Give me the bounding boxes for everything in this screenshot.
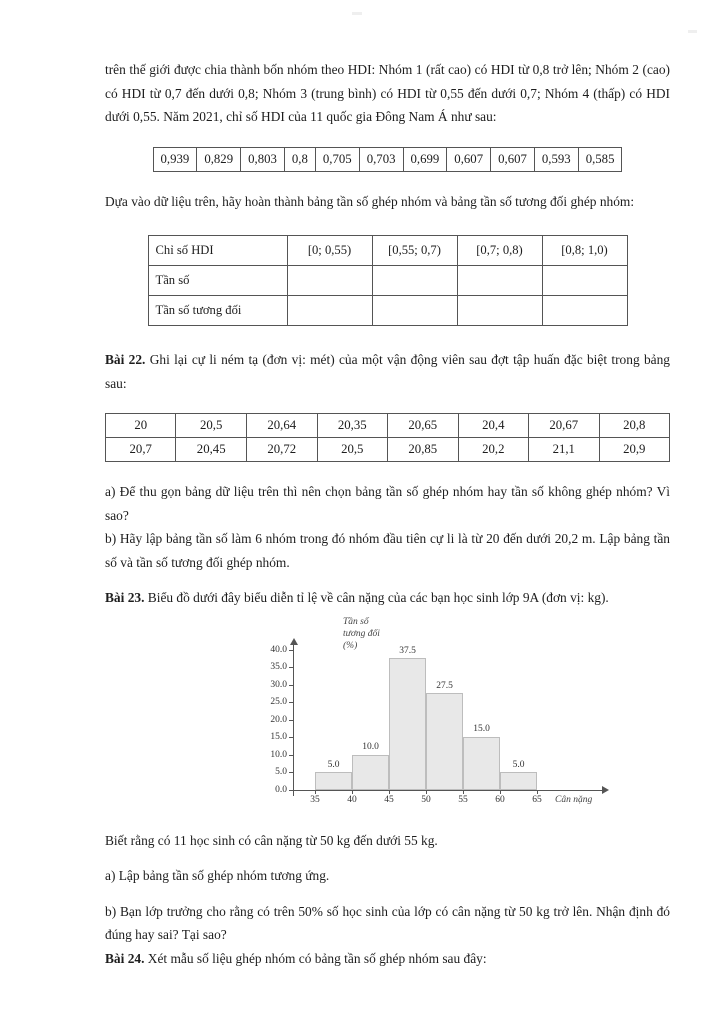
x-tick-label: 65	[532, 794, 542, 805]
paragraph-bai22-a: a) Để thu gọn bảng dữ liệu trên thì nên chọn bảng tần số ghép nhóm hay tần số không ghép nhóm? Vì sao?	[105, 484, 670, 523]
bar-value-label: 5.0	[327, 759, 340, 770]
relative-frequency-cell	[542, 296, 627, 326]
x-tick-label: 35	[310, 794, 320, 805]
y-caption-line-2: tương đối	[343, 628, 380, 639]
paragraph-bai22	[105, 348, 670, 395]
x-tick-label: 50	[421, 794, 431, 805]
paragraph-bai23-b: b) Bạn lớp trưởng cho rằng có trên 50% số học sinh của lớp có cân nặng từ 50 kg trở lên. Nhận định đó đúng hay sai? Tại sao?	[105, 903, 670, 942]
y-tick-label: 25.0	[270, 697, 287, 707]
hdi-value-cell: 0,607	[491, 147, 535, 171]
throw-cell: 20,4	[458, 414, 528, 438]
throw-cell: 20,65	[388, 414, 459, 438]
y-caption-line-1: Tần số	[343, 616, 369, 627]
scan-artifact-top-right	[688, 30, 697, 33]
paragraph-bai23-a: a) Lập bảng tần số ghép nhóm tương ứng.	[105, 868, 330, 883]
y-tick-label: 5.0	[275, 767, 287, 777]
throw-cell: 20,64	[246, 414, 317, 438]
hdi-value-cell: 0,703	[359, 147, 403, 171]
hdi-values-table	[153, 147, 623, 172]
bar-value-label: 37.5	[399, 645, 416, 656]
paragraph-bai23	[105, 586, 670, 610]
relative-frequency-cell	[372, 296, 457, 326]
chart-x-axis-title: Cân nặng	[555, 794, 593, 805]
hdi-frequency-table	[148, 235, 628, 326]
exercise-text-22: Ghi lại cự li ném tạ (đơn vị: mét) của một vận động viên sau đợt tập huấn đặc biệt trong bảng sau:	[105, 352, 670, 391]
table-row	[148, 266, 627, 296]
column-header-bin-2: [0,55; 0,7)	[372, 236, 457, 266]
hdi-value-cell: 0,8	[284, 147, 315, 171]
bar-value-label: 27.5	[436, 680, 453, 691]
throw-cell: 20	[106, 414, 176, 438]
exercise-label-23: Bài 23.	[105, 590, 145, 605]
bar-55-60	[463, 737, 500, 790]
paragraph-bai24	[105, 947, 670, 971]
bar-60-65	[500, 772, 537, 790]
x-tick-mark	[389, 790, 390, 794]
throw-cell: 20,85	[388, 438, 459, 462]
y-tick-label: 30.0	[270, 679, 287, 690]
hdi-values-table-wrapper	[105, 147, 670, 172]
column-header-hdi: Chỉ số HDI	[148, 236, 287, 266]
y-tick-mark	[289, 790, 293, 791]
y-tick-label: 15.0	[270, 732, 287, 742]
bar-35-40	[315, 772, 352, 790]
chart-y-axis-caption	[343, 616, 380, 652]
hdi-value-cell: 0,705	[315, 147, 359, 171]
row-label-relative-frequency: Tần số tương đối	[148, 296, 287, 326]
x-tick-mark	[463, 790, 464, 794]
x-tick-label: 40	[347, 794, 357, 805]
bar-40-45	[352, 755, 389, 790]
hdi-value-cell: 0,939	[153, 147, 197, 171]
x-tick-label: 45	[384, 794, 394, 805]
paragraph-intro: trên thế giới được chia thành bốn nhóm theo HDI: Nhóm 1 (rất cao) có HDI từ 0,8 trở lên; Nhóm 2 (cao) có HDI từ 0,7 đến dưới 0,8; Nhóm 3 (trung bình) có HDI từ 0,55 đến dưới 0,7; Nhóm 4 (thấp) có HDI dưới 0,55. Năm 2021, chỉ số HDI của 11 quốc gia Đông Nam Á như sau:	[105, 62, 670, 124]
relative-frequency-cell	[457, 296, 542, 326]
x-tick-mark	[500, 790, 501, 794]
y-tick-label: 40.0	[270, 644, 287, 655]
table-row	[148, 296, 627, 326]
hdi-value-cell: 0,829	[197, 147, 241, 171]
frequency-cell	[542, 266, 627, 296]
x-tick-label: 60	[495, 794, 505, 805]
throw-cell: 20,7	[106, 438, 176, 462]
exercise-label-24: Bài 24.	[105, 950, 145, 966]
hdi-value-cell: 0,803	[241, 147, 285, 171]
exercise-text-23: Biểu đồ dưới đây biểu diễn tỉ lệ về cân nặng của các bạn học sinh lớp 9A (đơn vị: kg).	[147, 590, 609, 605]
hdi-value-cell: 0,593	[534, 147, 578, 171]
table-row	[106, 414, 670, 438]
frequency-cell	[287, 266, 372, 296]
paragraph-after-chart: Biết rằng có 11 học sinh có cân nặng từ 50 kg đến dưới 55 kg.	[105, 832, 438, 848]
exercise-text-24: Xét mẫu số liệu ghép nhóm có bảng tần số ghép nhóm sau đây:	[147, 950, 487, 966]
x-tick-mark	[537, 790, 538, 794]
x-axis-line	[293, 790, 603, 791]
table-header-row	[148, 236, 627, 266]
y-tick-label: 20.0	[270, 714, 287, 725]
throw-cell: 20,5	[317, 438, 388, 462]
table-row	[153, 147, 622, 171]
y-tick-label: 0.0	[275, 784, 287, 795]
bar-value-label: 15.0	[473, 724, 490, 734]
x-tick-mark	[426, 790, 427, 794]
column-header-bin-3: [0,7; 0,8)	[457, 236, 542, 266]
frequency-cell	[457, 266, 542, 296]
throw-cell: 20,35	[317, 414, 388, 438]
throw-cell: 20,72	[246, 438, 317, 462]
throw-cell: 20,45	[176, 438, 247, 462]
y-tick-label: 35.0	[270, 662, 287, 672]
bar-45-50	[389, 658, 426, 789]
hdi-value-cell: 0,607	[447, 147, 491, 171]
bar-value-label: 10.0	[362, 741, 379, 752]
bar-50-55	[426, 693, 463, 789]
weight-distribution-chart	[105, 614, 670, 829]
x-tick-mark	[315, 790, 316, 794]
paragraph-bai22-b: b) Hãy lập bảng tần số làm 6 nhóm trong đó nhóm đầu tiên cự li là từ 20 đến dưới 20,2 m. Lập bảng tần số và tần số tương đối ghép nhóm.	[105, 531, 670, 570]
throw-cell: 20,67	[529, 414, 600, 438]
paragraph-after-values: Dựa vào dữ liệu trên, hãy hoàn thành bảng tần số ghép nhóm và bảng tần số tương đối ghép nhóm:	[105, 193, 635, 209]
hdi-frequency-table-wrapper	[105, 235, 670, 326]
throw-cell: 21,1	[529, 438, 600, 462]
chart-inner	[225, 614, 645, 829]
hdi-value-cell: 0,699	[403, 147, 447, 171]
relative-frequency-cell	[287, 296, 372, 326]
table-row	[106, 438, 670, 462]
column-header-bin-4: [0,8; 1,0)	[542, 236, 627, 266]
throw-cell: 20,5	[176, 414, 247, 438]
row-label-frequency: Tần số	[148, 266, 287, 296]
throw-cell: 20,9	[599, 438, 669, 462]
frequency-cell	[372, 266, 457, 296]
x-tick-mark	[352, 790, 353, 794]
throw-distance-table-wrapper	[105, 413, 670, 462]
x-tick-label: 55	[458, 794, 468, 805]
bar-value-label: 5.0	[512, 759, 525, 770]
y-tick-label: 10.0	[270, 749, 287, 760]
x-axis-arrow-icon	[602, 786, 609, 794]
y-caption-line-3: (%)	[343, 640, 358, 651]
throw-cell: 20,8	[599, 414, 669, 438]
hdi-value-cell: 0,585	[578, 147, 622, 171]
document-content	[105, 58, 670, 970]
scan-artifact-top	[352, 12, 362, 15]
column-header-bin-1: [0; 0,55)	[287, 236, 372, 266]
exercise-label-22: Bài 22.	[105, 352, 146, 367]
throw-distance-table	[105, 413, 670, 462]
throw-cell: 20,2	[458, 438, 528, 462]
